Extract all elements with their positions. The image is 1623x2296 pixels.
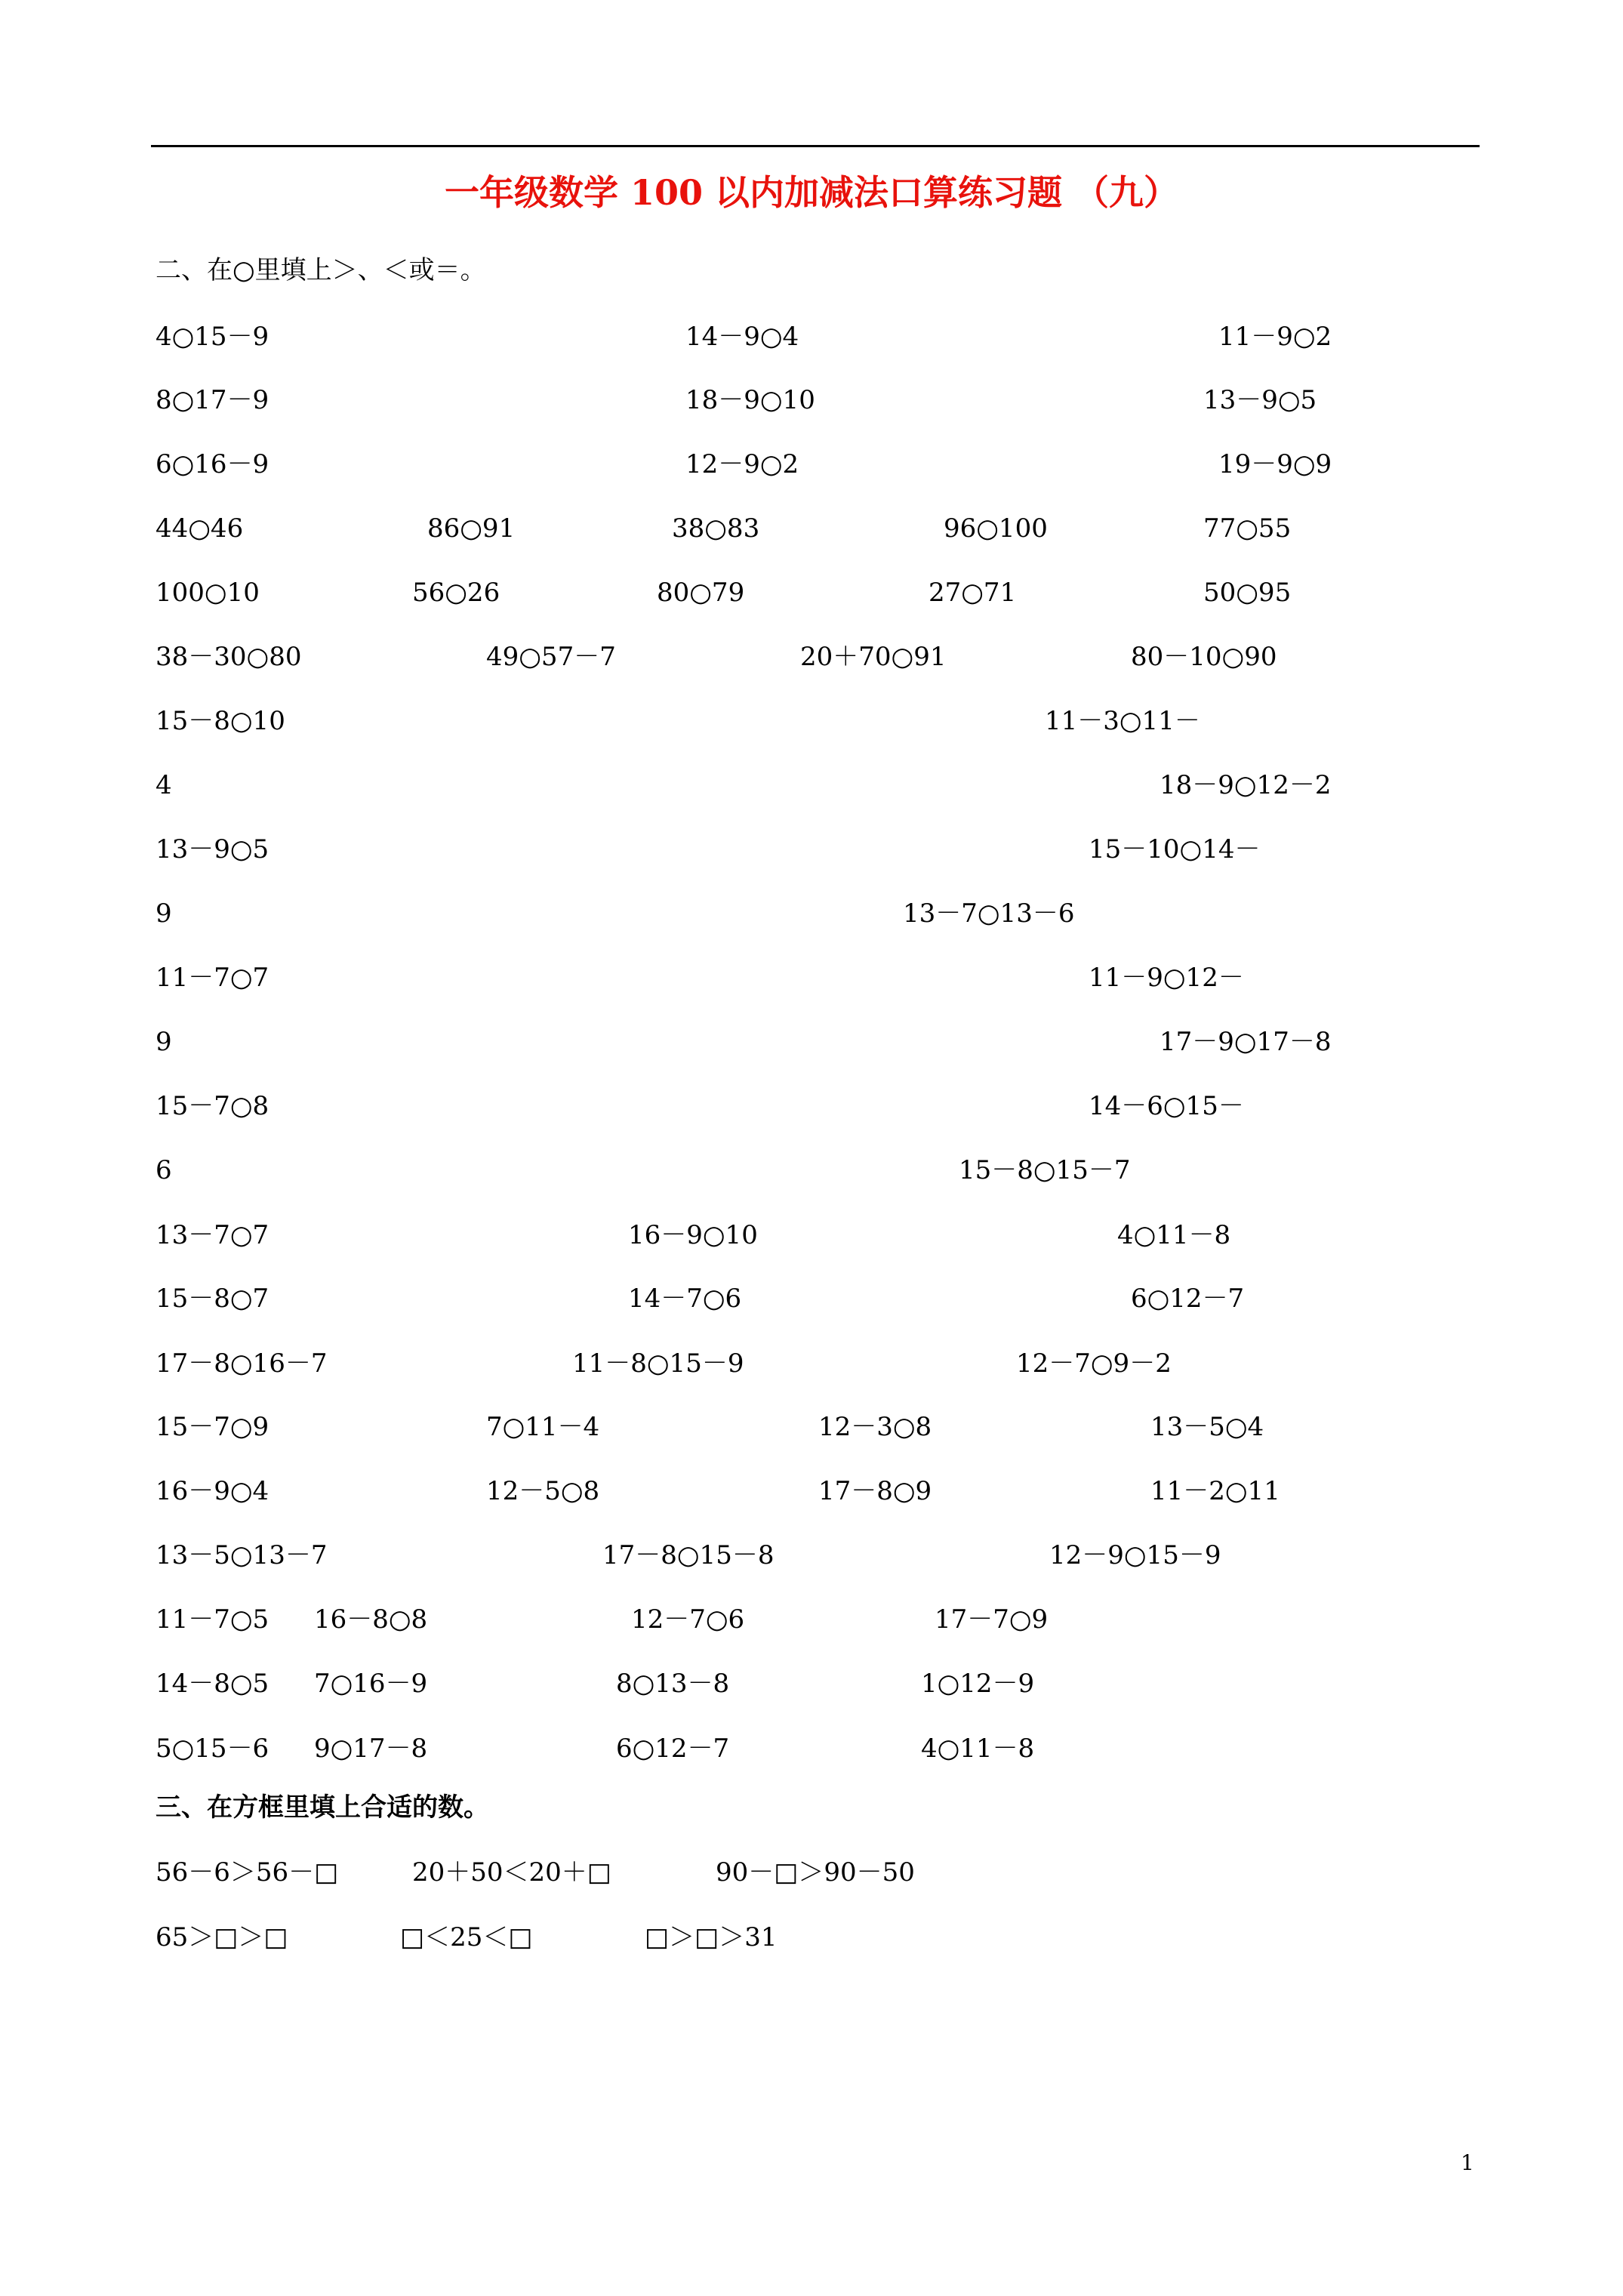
comparison-item: 9 bbox=[156, 898, 172, 929]
fill-box-item: 65＞□＞□ bbox=[156, 1922, 288, 1952]
comparison-item: 100○10 bbox=[156, 578, 260, 608]
comparison-item: 9○17－8 bbox=[314, 1734, 428, 1764]
fill-box-item: □＜25＜□ bbox=[400, 1922, 533, 1952]
comparison-item: 80○79 bbox=[657, 578, 745, 608]
comparison-item: 14－7○6 bbox=[628, 1284, 742, 1314]
fill-box-item: 90－□＞90－50 bbox=[716, 1857, 915, 1888]
page-title: 一年级数学 100 以内加减法口算练习题 （九） bbox=[444, 172, 1179, 213]
comparison-item: 38○83 bbox=[672, 513, 760, 544]
comparison-item: 50○95 bbox=[1203, 578, 1292, 608]
comparison-item: 12－9○15－9 bbox=[1049, 1540, 1221, 1570]
comparison-item: 13－5○4 bbox=[1150, 1412, 1264, 1442]
comparison-item: 16－9○4 bbox=[156, 1476, 269, 1506]
comparison-item: 13－5○13－7 bbox=[156, 1540, 328, 1570]
comparison-item: 5○15－6 bbox=[156, 1734, 269, 1764]
comparison-item: 12－5○8 bbox=[486, 1476, 600, 1506]
section-heading-compare: 二、在○里填上＞、＜或＝。 bbox=[156, 255, 486, 285]
comparison-item: 27○71 bbox=[929, 578, 1017, 608]
comparison-item: 16－9○10 bbox=[628, 1220, 758, 1250]
comparison-item: 4○15－9 bbox=[156, 322, 269, 352]
comparison-item: 11－7○5 bbox=[156, 1604, 269, 1635]
fill-box-item: 20＋50＜20＋□ bbox=[412, 1857, 611, 1888]
comparison-item: 13－7○13－6 bbox=[903, 898, 1075, 929]
comparison-item: 96○100 bbox=[944, 513, 1048, 544]
comparison-item: 11－3○11－ bbox=[1045, 706, 1200, 736]
comparison-item: 15－8○7 bbox=[156, 1284, 269, 1314]
comparison-item: 15－8○15－7 bbox=[959, 1155, 1131, 1185]
comparison-item: 7○11－4 bbox=[486, 1412, 600, 1442]
comparison-item: 17－8○15－8 bbox=[602, 1540, 775, 1570]
comparison-item: 11－2○11 bbox=[1150, 1476, 1280, 1506]
comparison-item: 11－7○7 bbox=[156, 963, 269, 993]
comparison-item: 18－9○10 bbox=[685, 385, 815, 415]
comparison-item: 80－10○90 bbox=[1131, 642, 1277, 672]
comparison-item: 4 bbox=[156, 770, 172, 800]
comparison-item: 77○55 bbox=[1203, 513, 1292, 544]
comparison-item: 13－9○5 bbox=[156, 834, 269, 864]
comparison-item: 86○91 bbox=[427, 513, 516, 544]
comparison-item: 4○11－8 bbox=[1117, 1220, 1231, 1250]
comparison-item: 8○17－9 bbox=[156, 385, 269, 415]
comparison-item: 17－8○9 bbox=[818, 1476, 932, 1506]
comparison-item: 14－8○5 bbox=[156, 1669, 269, 1699]
comparison-item: 19－9○9 bbox=[1218, 449, 1332, 479]
comparison-item: 56○26 bbox=[412, 578, 500, 608]
comparison-item: 15－7○9 bbox=[156, 1412, 269, 1442]
comparison-item: 1○12－9 bbox=[921, 1669, 1035, 1699]
comparison-item: 14－6○15－ bbox=[1089, 1091, 1244, 1121]
comparison-item: 9 bbox=[156, 1027, 172, 1057]
comparison-item: 14－9○4 bbox=[685, 322, 799, 352]
comparison-item: 11－8○15－9 bbox=[572, 1348, 744, 1379]
comparison-item: 12－9○2 bbox=[685, 449, 799, 479]
fill-box-item: 56－6＞56－□ bbox=[156, 1857, 339, 1888]
comparison-item: 4○11－8 bbox=[921, 1734, 1035, 1764]
comparison-item: 17－7○9 bbox=[935, 1604, 1049, 1635]
comparison-item: 13－7○7 bbox=[156, 1220, 269, 1250]
comparison-item: 12－7○9－2 bbox=[1016, 1348, 1172, 1379]
page-number: 1 bbox=[1461, 2150, 1474, 2175]
comparison-item: 6○12－7 bbox=[616, 1734, 730, 1764]
comparison-item: 13－9○5 bbox=[1203, 385, 1317, 415]
comparison-item: 6○16－9 bbox=[156, 449, 269, 479]
comparison-item: 6 bbox=[156, 1155, 172, 1185]
comparison-item: 12－7○6 bbox=[631, 1604, 745, 1635]
comparison-item: 16－8○8 bbox=[314, 1604, 428, 1635]
comparison-item: 49○57－7 bbox=[486, 642, 616, 672]
comparison-item: 15－10○14－ bbox=[1089, 834, 1261, 864]
comparison-item: 17－8○16－7 bbox=[156, 1348, 328, 1379]
comparison-item: 11－9○12－ bbox=[1089, 963, 1244, 993]
section-heading-fill-boxes: 三、在方框里填上合适的数。 bbox=[156, 1792, 489, 1823]
comparison-item: 11－9○2 bbox=[1218, 322, 1332, 352]
comparison-item: 15－8○10 bbox=[156, 706, 285, 736]
comparison-item: 6○12－7 bbox=[1131, 1284, 1245, 1314]
comparison-item: 44○46 bbox=[156, 513, 244, 544]
comparison-item: 12－3○8 bbox=[818, 1412, 932, 1442]
top-rule bbox=[151, 145, 1480, 147]
fill-box-item: □＞□＞31 bbox=[645, 1922, 778, 1952]
comparison-item: 38－30○80 bbox=[156, 642, 302, 672]
comparison-item: 17－9○17－8 bbox=[1160, 1027, 1332, 1057]
comparison-item: 7○16－9 bbox=[314, 1669, 428, 1699]
comparison-item: 8○13－8 bbox=[616, 1669, 730, 1699]
comparison-item: 20＋70○91 bbox=[800, 642, 947, 672]
comparison-item: 18－9○12－2 bbox=[1160, 770, 1332, 800]
comparison-item: 15－7○8 bbox=[156, 1091, 269, 1121]
